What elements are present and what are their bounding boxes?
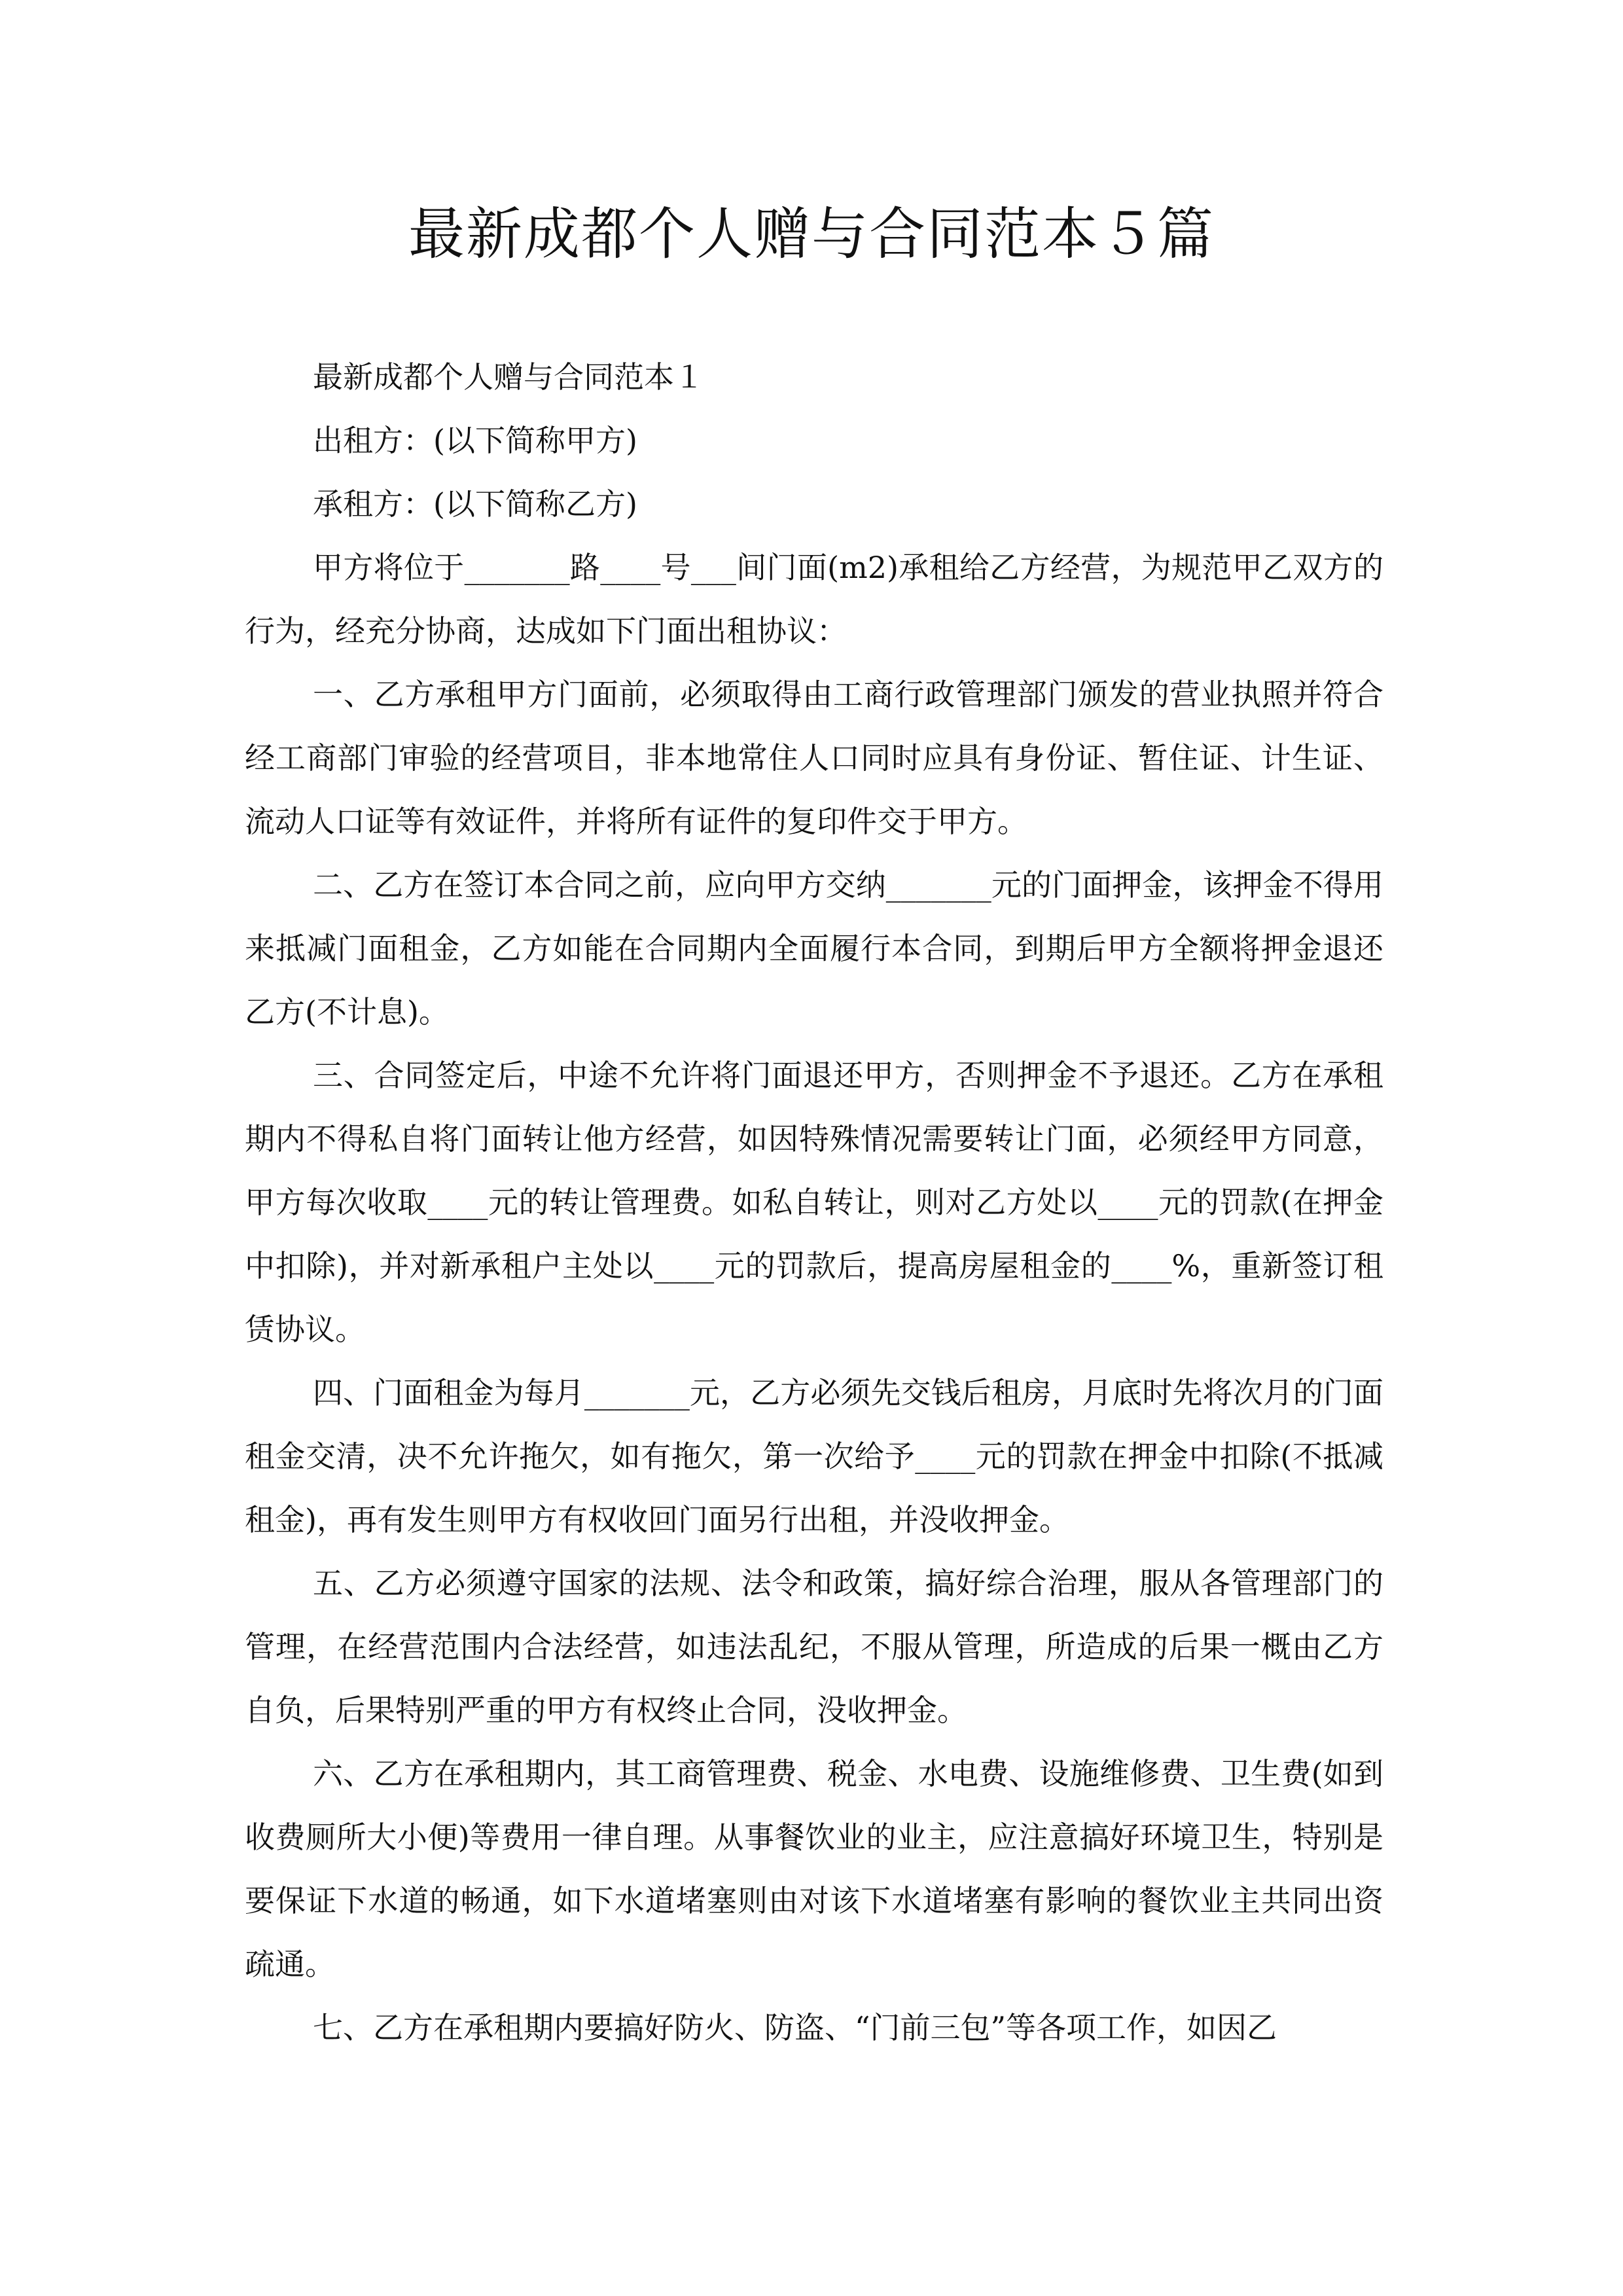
document-body [245,346,1383,2060]
section-heading: 最新成都个人赠与合同范本１ [313,359,704,395]
clause-6: 六、乙方在承租期内，其工商管理费、税金、水电费、设施维修费、卫生费(如到收费厕所大小便)等费用一律自理。从事餐饮业的业主，应注意搞好环境卫生，特别是要保证下水道的畅通，如下水道堵塞则由对该下水道堵塞有影响的餐饮业主共同出资疏通。 [245,1756,1383,1982]
document-title: 最新成都个人赠与合同范本５篇 [408,202,1215,267]
lessee-line: 承租方：(以下简称乙方) [313,486,637,522]
intro-paragraph: 甲方将位于_______路____号___间门面(m2)承租给乙方经营，为规范甲乙双方的行为，经充分协商，达成如下门面出租协议： [245,550,1383,649]
clause-3: 三、合同签定后，中途不允许将门面退还甲方，否则押金不予退还。乙方在承租期内不得私自将门面转让他方经营，如因特殊情况需要转让门面，必须经甲方同意，甲方每次收取____元的转让管理费。如私自转让，则对乙方处以____元的罚款(在押金中扣除)，并对新承租户主处以____元的罚款后，提高房屋租金的____%，重新签订租赁协议。 [245,1058,1383,1347]
clause-5: 五、乙方必须遵守国家的法规、法令和政策，搞好综合治理，服从各管理部门的管理，在经营范围内合法经营，如违法乱纪，不服从管理，所造成的后果一概由乙方自负，后果特别严重的甲方有权终止合同，没收押金。 [245,1566,1383,1728]
clause-7: 七、乙方在承租期内要搞好防火、防盗、“门前三包”等各项工作，如因乙 [313,2010,1277,2045]
clause-2: 二、乙方在签订本合同之前，应向甲方交纳_______元的门面押金，该押金不得用来抵减门面租金，乙方如能在合同期内全面履行本合同，到期后甲方全额将押金退还乙方(不计息)。 [245,867,1383,1030]
clause-1: 一、乙方承租甲方门面前，必须取得由工商行政管理部门颁发的营业执照并符合经工商部门审验的经营项目，非本地常住人口同时应具有身份证、暂住证、计生证、流动人口证等有效证件，并将所有证件的复印件交于甲方。 [245,677,1383,839]
lessor-line: 出租方：(以下简称甲方) [313,423,637,458]
clause-4: 四、门面租金为每月_______元，乙方必须先交钱后租房，月底时先将次月的门面租金交清，决不允许拖欠，如有拖欠，第一次给予____元的罚款在押金中扣除(不抵减租金)，再有发生则甲方有权收回门面另行出租，并没收押金。 [245,1375,1383,1537]
